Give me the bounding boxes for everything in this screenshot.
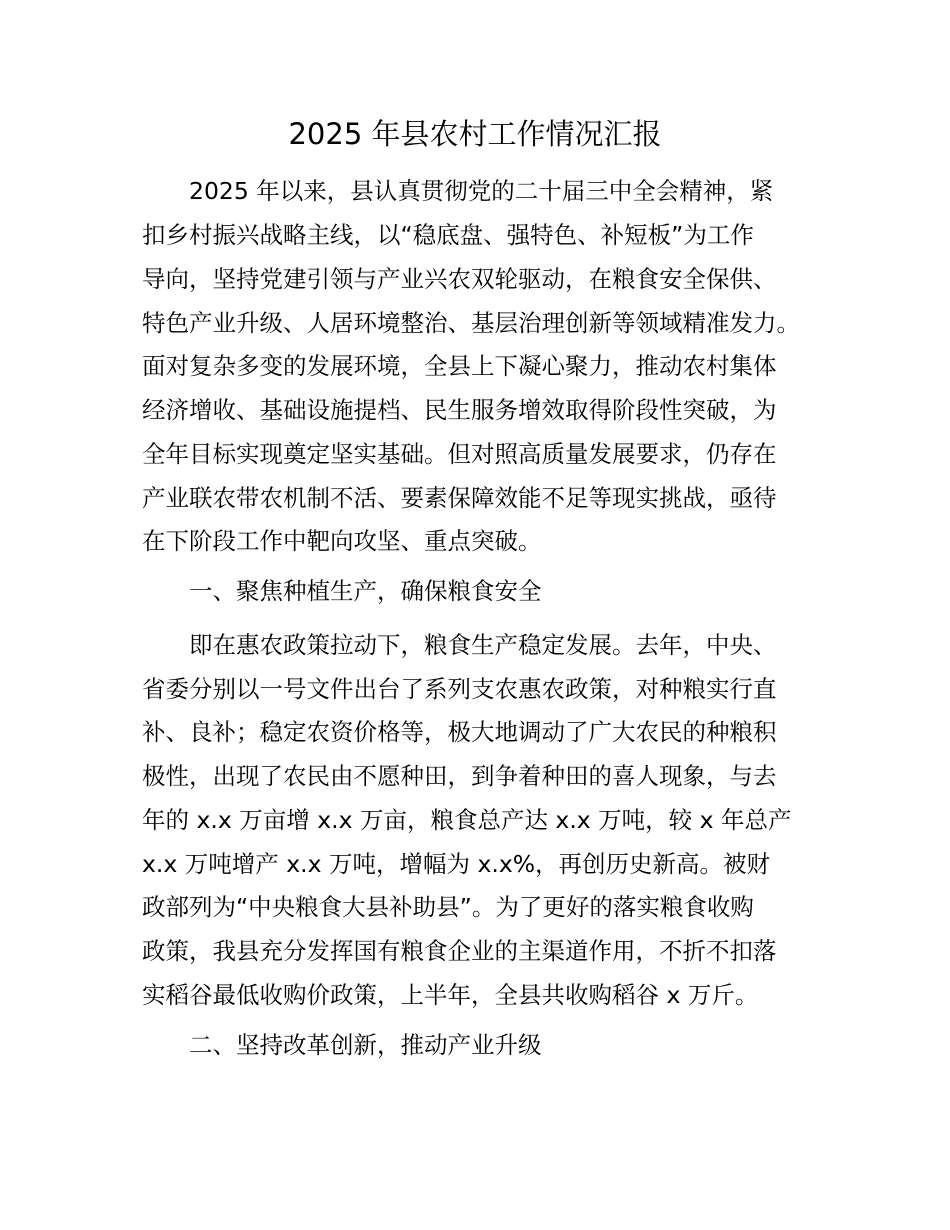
intro-line: 特色产业升级、人居环境整治、基层治理创新等领域精准发力。 [142, 309, 800, 337]
section1-line: 省委分别以一号文件出台了系列支农惠农政策，对种粮实行直 [142, 675, 777, 703]
section1-line: 补、良补；稳定农资价格等，极大地调动了广大农民的种粮积 [142, 718, 777, 746]
document-title: 2025 年县农村工作情况汇报 [288, 117, 662, 151]
section1-line: 实稻谷最低收购价政策，上半年，全县共收购稻谷 x 万斤。 [142, 981, 759, 1009]
section1-line: 政策，我县充分发挥国有粮食企业的主渠道作用，不折不扣落 [142, 937, 777, 965]
intro-line: 导向，坚持党建引领与产业兴农双轮驱动，在粮食安全保供、 [142, 265, 777, 293]
intro-line: 面对复杂多变的发展环境，全县上下凝心聚力，推动农村集体 [142, 352, 777, 380]
intro-line: 扣乡村振兴战略主线，以“稳底盘、强特色、补短板”为工作 [142, 221, 754, 249]
section1-line: x.x 万吨增产 x.x 万吨，增幅为 x.x%，再创历史新高。被财 [142, 850, 771, 878]
section1-line: 年的 x.x 万亩增 x.x 万亩，粮食总产达 x.x 万吨，较 x 年总产 [142, 806, 792, 834]
section-heading-1: 一、聚焦种植生产，确保粮食安全 [189, 577, 542, 605]
intro-line: 全年目标实现奠定坚实基础。但对照高质量发展要求，仍存在 [142, 440, 777, 468]
intro-line: 产业联农带农机制不活、要素保障效能不足等现实挑战，亟待 [142, 484, 777, 512]
section1-line: 政部列为“中央粮食大县补助县”。为了更好的落实粮食收购 [142, 893, 754, 921]
section1-line: 即在惠农政策拉动下，粮食生产稳定发展。去年，中央、 [189, 631, 777, 659]
intro-line: 经济增收、基础设施提档、民生服务增效取得阶段性突破，为 [142, 396, 777, 424]
intro-line: 在下阶段工作中靶向攻坚、重点突破。 [142, 527, 542, 555]
section-heading-2: 二、坚持改革创新，推动产业升级 [189, 1031, 542, 1059]
intro-line: 2025 年以来，县认真贯彻党的二十届三中全会精神，紧 [189, 177, 774, 205]
section1-line: 极性，出现了农民由不愿种田，到争着种田的喜人现象，与去 [142, 762, 777, 790]
